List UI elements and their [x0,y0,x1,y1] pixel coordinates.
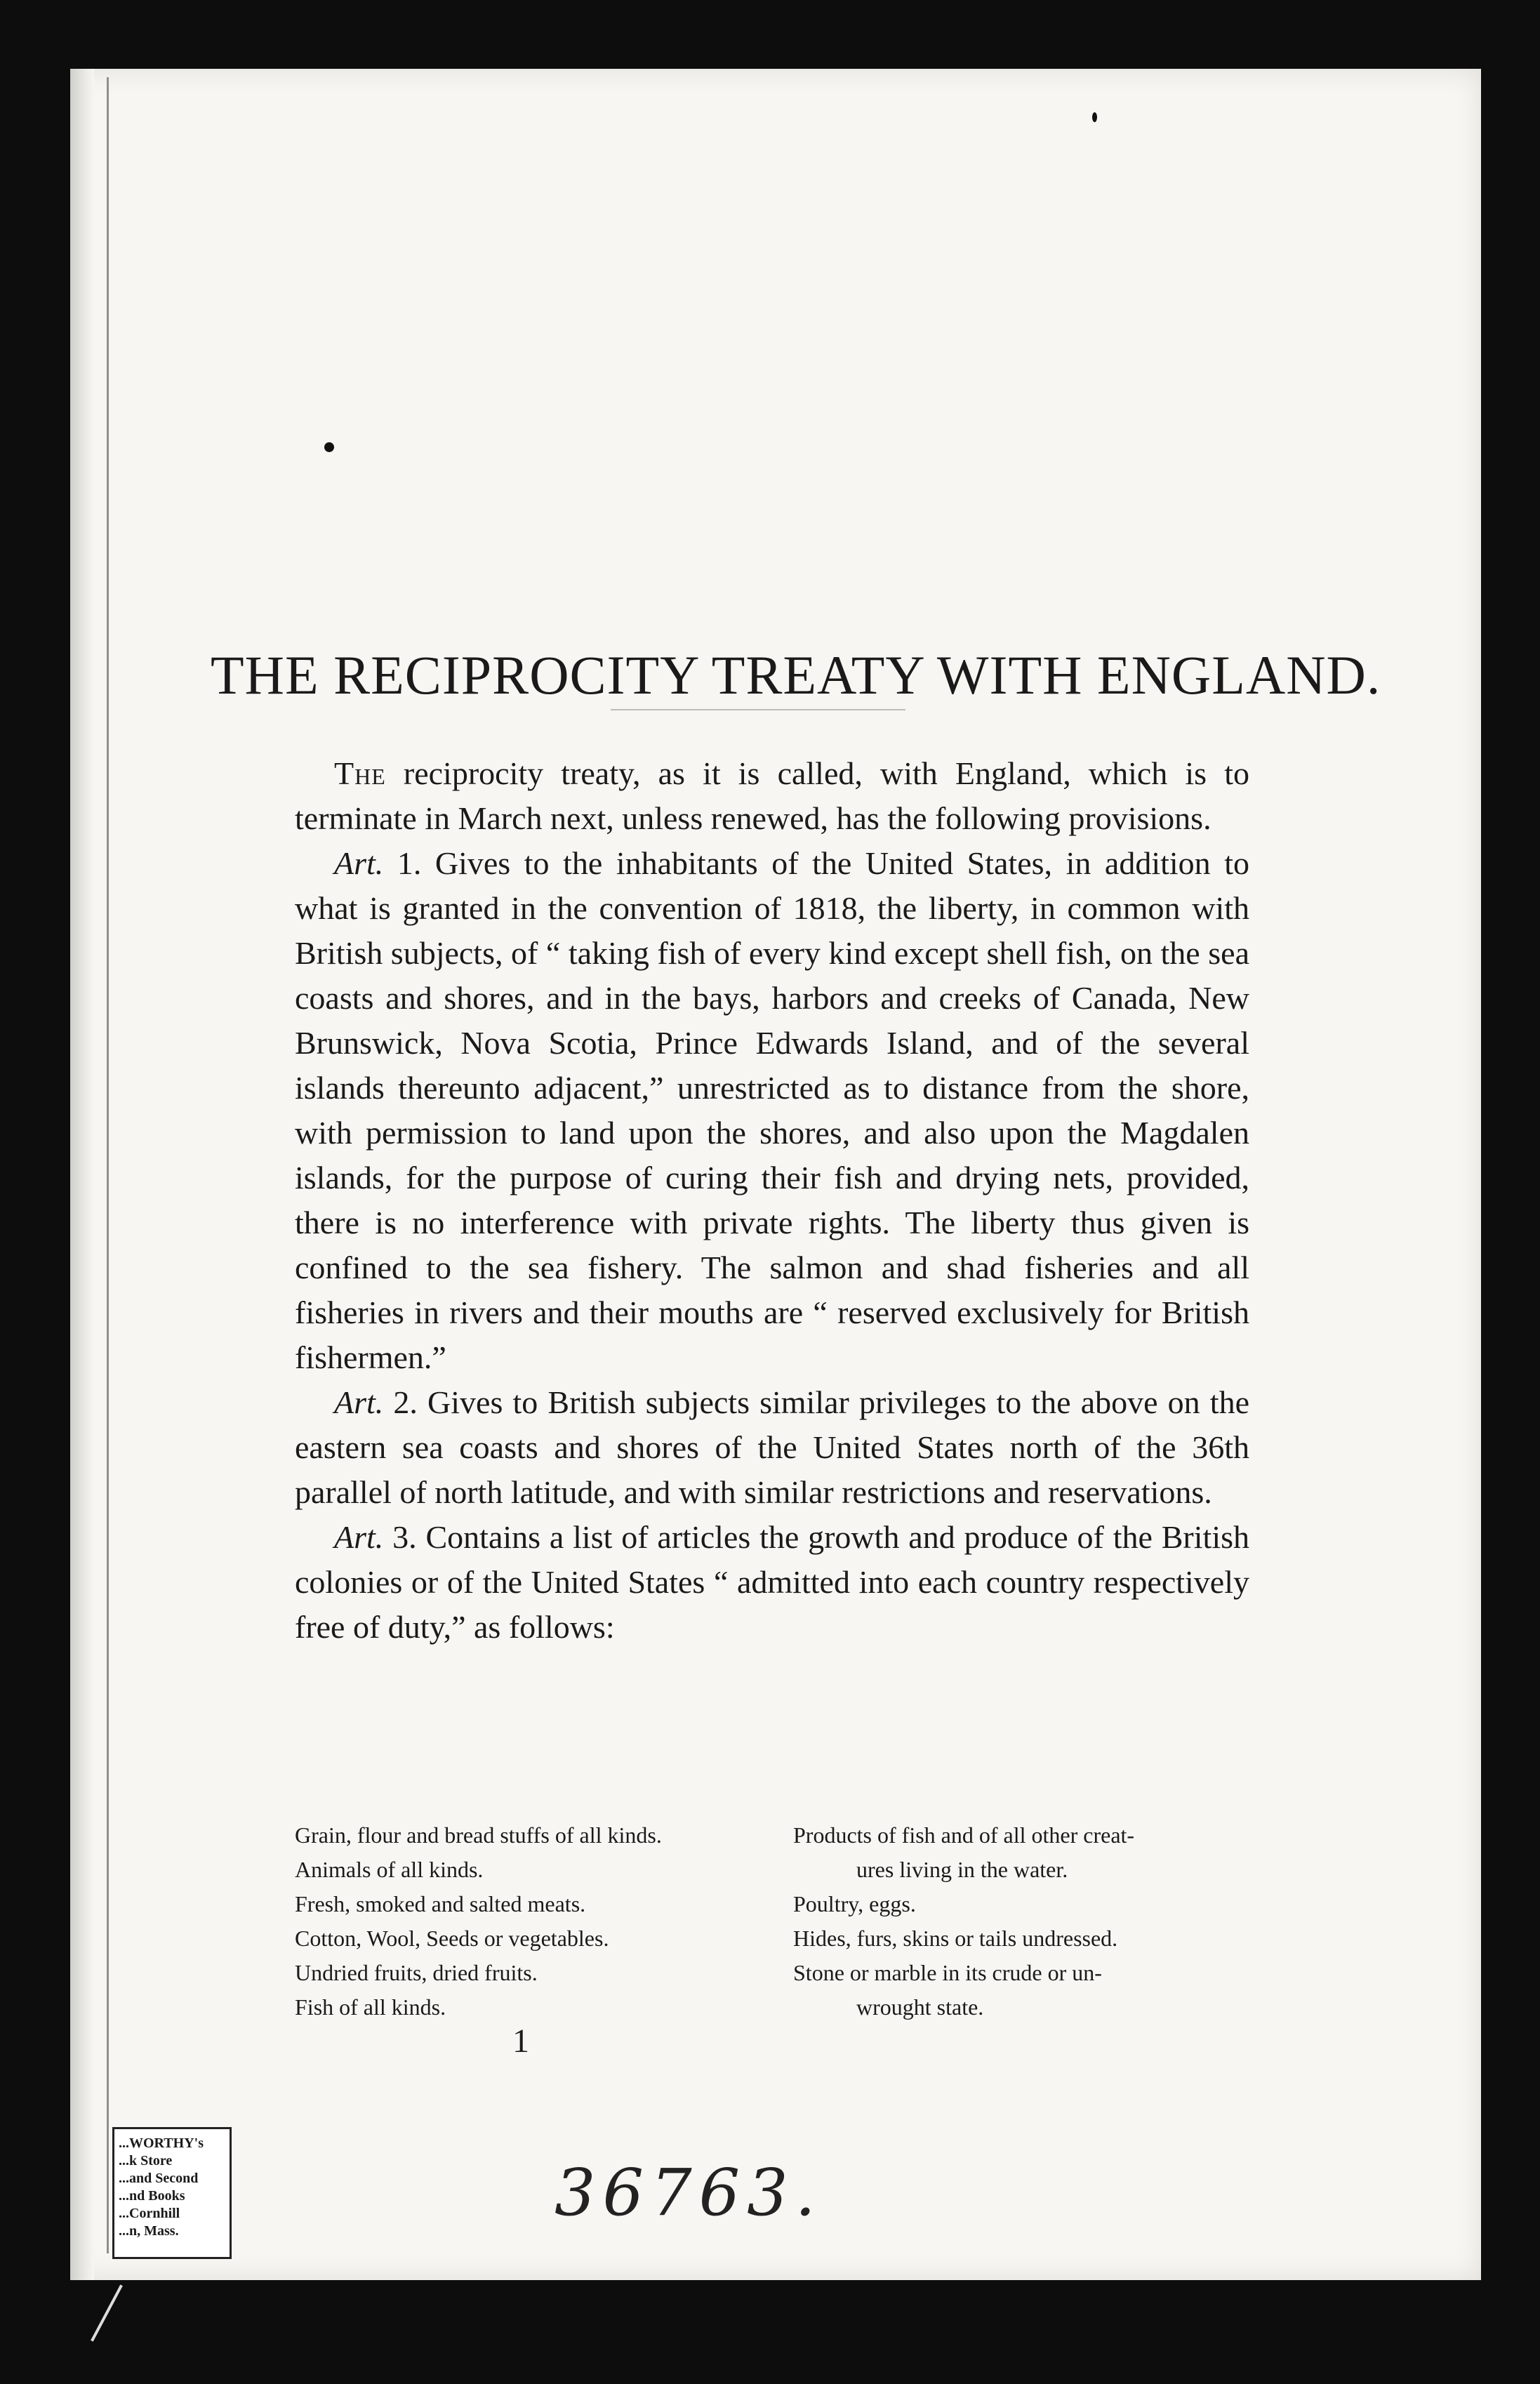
margin-mark [91,2284,123,2341]
stamp-line: ...WORTHY's [119,2135,204,2151]
list-item: Products of fish and of all other creat- [793,1822,1135,1848]
page-left-edge [70,69,94,2280]
intro-text: reciprocity treaty, as it is called, with England, which is to terminate in March next, unless renewed, has the following provisions. [295,755,1249,836]
list-item: Cotton, Wool, Seeds or vegetables. [295,1926,609,1951]
stamp-line: ...k Store [119,2153,173,2168]
duty-free-articles-list [295,1818,1256,2025]
intro-paragraph [295,751,1249,841]
article-3-label: Art. [334,1519,384,1555]
article-1-text: Gives to the inhabitants of the United States, in addition to what is granted in the convention of 1818, the liberty, in common with British subjects, of “ taking fish of every kind except shell fish, on the sea coasts and shores, and in the bays, harbors and creeks of Canada, New Brunswick, Nova Scotia, Prince Edwards Island, and of the several islands thereunto adjacent,” unrestricted as to distance from the shore, with permission to land upon the shores, and also upon the Magdalen islands, for the purpose of curing their fish and drying nets, provided, there is no interference with private rights. The liberty thus given is confined to the sea fishery. The salmon and shad fisheries and all fisheries in rivers and their mouths are “ reserved exclusively for British fishermen.” [295,845,1249,1375]
stamp-line: ...and Second [119,2171,199,2186]
page-title: THE RECIPROCITY TREATY WITH ENGLAND. [211,644,1381,706]
intro-lead-word: The [334,755,386,791]
list-column-right [793,1818,1256,2025]
list-item: Animals of all kinds. [295,1857,484,1882]
page-number: 1 [512,2022,529,2060]
handwritten-catalog-number: 36763. [555,2155,823,2230]
list-item: Poultry, eggs. [793,1891,916,1916]
article-3-number: 3. [383,1519,426,1555]
bookseller-stamp [112,2127,232,2259]
ink-speck [1092,112,1097,122]
list-item: Grain, flour and bread stuffs of all kinds. [295,1822,662,1848]
article-1-paragraph [295,841,1249,1380]
ink-speck [324,442,334,452]
article-3-text: Contains a list of articles the growth and produce of the British colonies or of the United States “ admitted into each country respectively free of duty,” as follows: [295,1519,1249,1645]
list-item: Undried fruits, dried fruits. [295,1960,538,1985]
article-1-number: 1. [383,845,435,881]
list-column-left [295,1818,758,2025]
article-1-label: Art. [334,845,384,881]
list-item: Fish of all kinds. [295,1994,446,2020]
list-item-continuation: ures living in the water. [856,1857,1068,1882]
article-3-paragraph [295,1515,1249,1650]
article-2-text: Gives to British subjects similar privileges to the above on the eastern sea coasts and shores of the United States north of the 36th parallel of north latitude, and with similar restrictions and reservations. [295,1384,1250,1510]
stamp-line: ...n, Mass. [119,2223,179,2239]
article-2-number: 2. [383,1384,428,1420]
article-2-paragraph [295,1380,1249,1515]
stamp-line: ...nd Books [119,2188,185,2204]
list-item: Fresh, smoked and salted meats. [295,1891,586,1916]
binding-gutter-line [107,77,109,2253]
list-item: Stone or marble in its crude or un- [793,1960,1102,1985]
body-text [295,751,1249,1650]
stamp-line: ...Cornhill [119,2206,180,2221]
article-2-label: Art. [334,1384,384,1420]
list-item-continuation: wrought state. [856,1994,984,2020]
title-rule [611,709,905,710]
list-item: Hides, furs, skins or tails undressed. [793,1926,1118,1951]
